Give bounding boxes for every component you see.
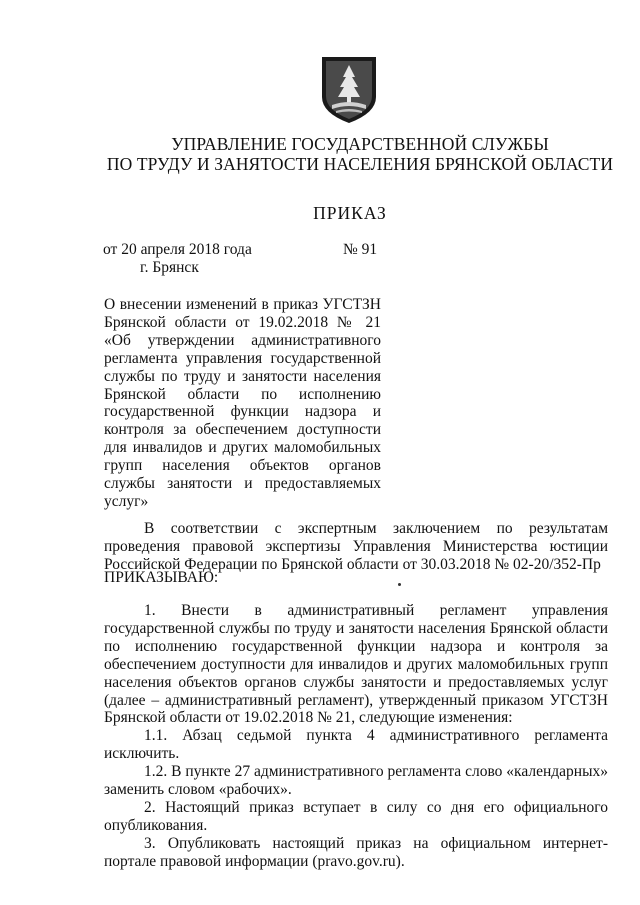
org-line-2: ПО ТРУДУ И ЗАНЯТОСТИ НАСЕЛЕНИЯ БРЯНСКОЙ ОБЛАСТИ: [106, 154, 614, 174]
coat-of-arms-emblem: [318, 55, 380, 125]
order-word: ПРИКАЗЫВАЮ:: [104, 569, 219, 586]
basis-paragraph: В соответствии с экспертным заключением по результатам проведения правовой экспертизы Управления Министерства юстиции Российской Федерации по Брянской области от 30.03.2018 № 02-20/352-Пр: [104, 520, 608, 573]
order-items: [104, 602, 608, 871]
order-item-2: 2. Настоящий приказ вступает в силу со дня его официального опубликования.: [104, 798, 608, 834]
document-subject: О внесении изменений в приказ УГСТЗН Брянской области от 19.02.2018 № 21 «Об утверждении административного регламента управления государственной службы по труду и занятости населения Брянской области по исполнению государственной функции надзора и контроля за обеспечением доступности для инвалидов и других маломобильных групп населения объектов органов службы занятости и предоставляемых услуг»: [104, 296, 381, 510]
document-city: г. Брянск: [140, 259, 199, 276]
document-date: от 20 апреля 2018 года: [103, 241, 252, 258]
document-number: № 91: [343, 241, 378, 258]
order-item-3: 3. Опубликовать настоящий приказ на официальном интернет-портале правовой информации (pravo.gov.ru).: [104, 834, 608, 870]
order-item-1-1: 1.1. Абзац седьмой пункта 4 административного регламента исключить.: [104, 727, 608, 763]
organization-name: [80, 134, 640, 174]
org-line-1: УПРАВЛЕНИЕ ГОСУДАРСТВЕННОЙ СЛУЖБЫ: [171, 134, 549, 154]
order-item-1-2: 1.2. В пункте 27 административного регламента слово «календарных» заменить словом «рабочих».: [104, 763, 608, 799]
document-type: ПРИКАЗ: [313, 203, 387, 223]
order-item-1: 1. Внести в административный регламент управления государственной службы по труду и занятости населения Брянской области по исполнению государственной функции надзора и контроля за обеспечением доступности для инвалидов и других маломобильных групп населения объектов органов службы занятости и предоставляемых услуг (далее – административный регламент), утвержденный приказом УГСТЗН Брянской области от 19.02.2018 № 21, следующие изменения:: [104, 602, 608, 727]
scan-speck: [398, 583, 401, 586]
